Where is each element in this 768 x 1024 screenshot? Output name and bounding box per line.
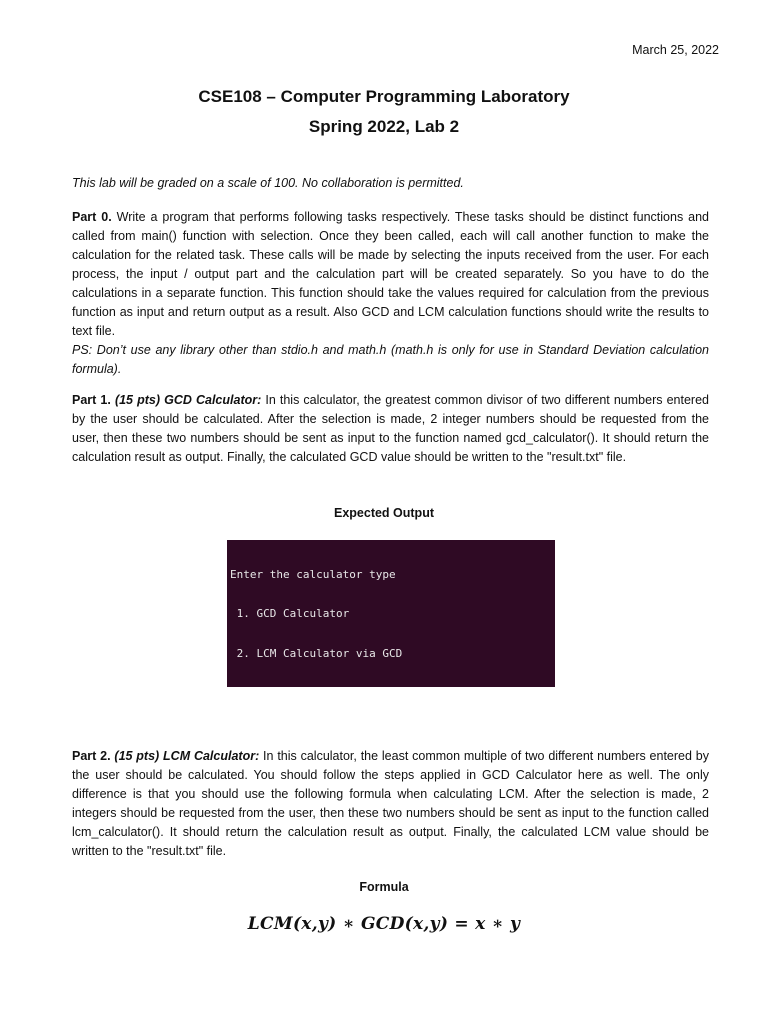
terminal-line: Enter the calculator type xyxy=(230,568,396,582)
part1-heading: Part 1. xyxy=(72,393,111,407)
part0-text: Write a program that performs following tasks respectively. These tasks should be distinct functions and called from main() function with selection. Once they been called, each will call another function to make the calculation for the related task. These calls will be made by selecting the inputs received from the user. For each process, the input / output part and the calculation part will be created separately. So you have to do the calculations in a separate function. This function should take the values required for calculation from the previous function as input and return output as a result. Also GCD and LCM calculation functions should write the results to text file. xyxy=(72,210,709,338)
part2-points-title: (15 pts) LCM Calculator: xyxy=(114,749,260,763)
lcm-gcd-formula: LCM(x,y) ∗ GCD(x,y) = x ∗ y xyxy=(247,914,521,934)
part1-text: In this calculator, the greatest common divisor of two different numbers entered by the user should be calculated. After the selection is made, 2 integer numbers should be requested from the user, then these two numbers should be sent as input to the function named gcd_calculator(). It should return the calculation result as output. Finally, the calculated GCD value should be written to the "result.txt" file. xyxy=(72,393,709,464)
terminal-line: 1. GCD Calculator xyxy=(230,607,350,621)
terminal-screenshot xyxy=(227,540,555,687)
part0-section xyxy=(72,208,709,379)
formula-label: Formula xyxy=(359,880,409,894)
part1-section xyxy=(72,391,709,467)
document-date: March 25, 2022 xyxy=(632,43,719,57)
intro-text: This lab will be graded on a scale of 100. No collaboration is permitted. xyxy=(72,176,464,190)
terminal-line: 2. LCM Calculator via GCD xyxy=(230,646,403,660)
document-title: CSE108 – Computer Programming Laboratory xyxy=(198,87,570,106)
part2-text: In this calculator, the least common multiple of two different numbers entered by the user should be calculated. You should follow the steps applied in GCD Calculator here as well. The only difference is that you should use the following formula when calculating LCM. After the selection is made, 2 integers should be requested from the user, then these two numbers should be sent as input to the function called lcm_calculator(). It should return the calculation result as output. Finally, the calculated LCM value should be written to the "result.txt" file. xyxy=(72,749,709,858)
terminal-line xyxy=(230,686,552,687)
document-subtitle: Spring 2022, Lab 2 xyxy=(308,117,460,136)
part2-section xyxy=(72,747,709,861)
part2-heading: Part 2. xyxy=(72,749,111,763)
part0-heading: Part 0. xyxy=(72,210,112,224)
part1-points-title: (15 pts) GCD Calculator: xyxy=(114,393,262,407)
expected-output-label: Expected Output xyxy=(333,506,434,520)
part0-ps-note: PS: Don’t use any library other than stdio.h and math.h (math.h is only for use in Standard Deviation calculation formula). xyxy=(72,343,709,376)
